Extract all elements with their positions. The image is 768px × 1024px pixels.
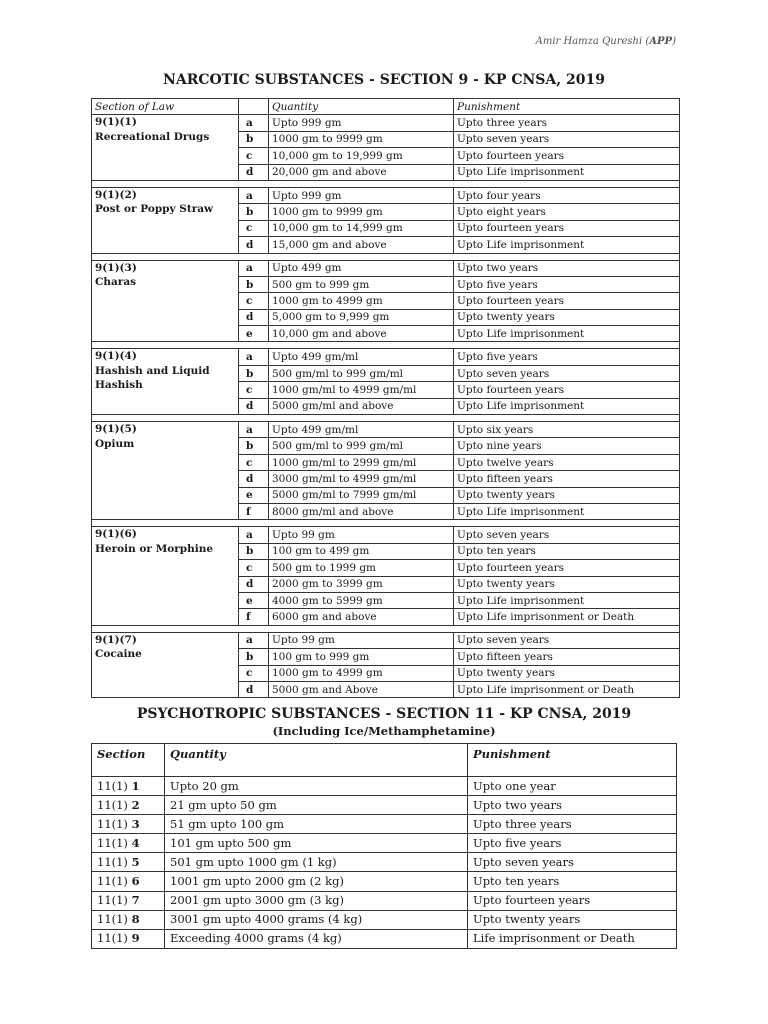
quantity-cell: 5000 gm/ml to 7999 gm/ml bbox=[269, 487, 454, 503]
quantity-cell: 500 gm to 999 gm bbox=[269, 276, 454, 292]
clause-letter: c bbox=[239, 220, 269, 236]
clause-letter: a bbox=[239, 527, 269, 543]
spacer-cell bbox=[92, 625, 680, 632]
clause-letter: a bbox=[239, 260, 269, 276]
substance-name: Heroin or Morphine bbox=[95, 542, 214, 555]
punishment-cell: Upto Life imprisonment bbox=[454, 503, 680, 519]
psychotropic-row bbox=[92, 910, 677, 929]
punishment-cell: Upto fourteen years bbox=[468, 891, 677, 910]
clause-letter: a bbox=[239, 632, 269, 648]
section-prefix: 11(1) bbox=[97, 931, 128, 946]
header-punishment: Punishment bbox=[468, 744, 677, 777]
quantity-cell: 10,000 gm to 14,999 gm bbox=[269, 220, 454, 236]
section-cell bbox=[92, 527, 239, 625]
clause-letter: f bbox=[239, 609, 269, 625]
narcotic-title: NARCOTIC SUBSTANCES - SECTION 9 - KP CNSA, 2019 bbox=[163, 72, 605, 88]
punishment-cell: Upto one year bbox=[468, 777, 677, 796]
quantity-cell: Upto 99 gm bbox=[269, 527, 454, 543]
quantity-cell: 10,000 gm to 19,999 gm bbox=[269, 148, 454, 164]
punishment-cell: Upto Life imprisonment bbox=[454, 398, 680, 414]
quantity-cell: 20,000 gm and above bbox=[269, 164, 454, 180]
narcotic-row bbox=[92, 422, 680, 438]
punishment-cell: Upto nine years bbox=[454, 438, 680, 454]
section-cell bbox=[92, 632, 239, 698]
quantity-cell: 100 gm to 499 gm bbox=[269, 543, 454, 559]
quantity-cell: 1000 gm/ml to 4999 gm/ml bbox=[269, 382, 454, 398]
punishment-cell: Upto seven years bbox=[454, 365, 680, 381]
section-number: 1 bbox=[131, 778, 140, 793]
quantity-cell: 1001 gm upto 2000 gm (2 kg) bbox=[165, 872, 468, 891]
substance-name: Post or Poppy Straw bbox=[95, 203, 214, 216]
narcotic-row bbox=[92, 187, 680, 203]
punishment-cell: Upto seven years bbox=[454, 131, 680, 147]
psychotropic-row bbox=[92, 872, 677, 891]
clause-letter: c bbox=[239, 293, 269, 309]
section-cell bbox=[92, 796, 165, 815]
narcotic-row bbox=[92, 349, 680, 365]
header-section: Section bbox=[92, 744, 165, 777]
clause-letter: f bbox=[239, 503, 269, 519]
header-section-of-law: Section of Law bbox=[92, 99, 239, 115]
clause-letter: c bbox=[239, 454, 269, 470]
quantity-cell: 10,000 gm and above bbox=[269, 326, 454, 342]
narcotic-row bbox=[92, 527, 680, 543]
punishment-cell: Upto three years bbox=[454, 115, 680, 131]
narcotic-row bbox=[92, 260, 680, 276]
punishment-cell: Upto seven years bbox=[454, 527, 680, 543]
clause-letter: e bbox=[239, 326, 269, 342]
quantity-cell: 1000 gm to 9999 gm bbox=[269, 131, 454, 147]
author-name: Amir Hamza Qureshi bbox=[535, 36, 643, 47]
clause-letter: b bbox=[239, 438, 269, 454]
punishment-cell: Upto twenty years bbox=[454, 665, 680, 681]
quantity-cell: 501 gm upto 1000 gm (1 kg) bbox=[165, 853, 468, 872]
clause-letter: e bbox=[239, 592, 269, 608]
psychotropic-header-row bbox=[92, 744, 677, 777]
clause-letter: a bbox=[239, 422, 269, 438]
substance-name: Charas bbox=[95, 276, 137, 289]
punishment-cell: Upto seven years bbox=[468, 853, 677, 872]
section-number: 8 bbox=[131, 912, 140, 927]
quantity-cell: 6000 gm and above bbox=[269, 609, 454, 625]
quantity-cell: Upto 499 gm bbox=[269, 260, 454, 276]
quantity-cell: 5000 gm and Above bbox=[269, 681, 454, 697]
spacer-cell bbox=[92, 415, 680, 422]
clause-letter: b bbox=[239, 543, 269, 559]
section-prefix: 11(1) bbox=[97, 835, 128, 850]
psychotropic-row bbox=[92, 815, 677, 834]
punishment-cell: Upto twenty years bbox=[454, 309, 680, 325]
clause-letter: b bbox=[239, 204, 269, 220]
narcotic-row bbox=[92, 632, 680, 648]
quantity-cell: 15,000 gm and above bbox=[269, 237, 454, 253]
group-spacer bbox=[92, 342, 680, 349]
section-cell bbox=[92, 910, 165, 929]
section-cell bbox=[92, 422, 239, 520]
section-prefix: 11(1) bbox=[97, 816, 128, 831]
punishment-cell: Upto Life imprisonment bbox=[454, 164, 680, 180]
clause-letter: b bbox=[239, 131, 269, 147]
quantity-cell: 1000 gm to 9999 gm bbox=[269, 204, 454, 220]
psychotropic-row bbox=[92, 796, 677, 815]
section-prefix: 11(1) bbox=[97, 797, 128, 812]
substance-name: Cocaine bbox=[95, 648, 142, 661]
section-cell bbox=[92, 815, 165, 834]
punishment-cell: Upto five years bbox=[454, 276, 680, 292]
punishment-cell: Upto fifteen years bbox=[454, 649, 680, 665]
punishment-cell: Upto fourteen years bbox=[454, 560, 680, 576]
punishment-cell: Upto twenty years bbox=[468, 910, 677, 929]
section-cell bbox=[92, 349, 239, 415]
section-cell bbox=[92, 929, 165, 948]
section-prefix: 11(1) bbox=[97, 874, 128, 889]
group-spacer bbox=[92, 253, 680, 260]
spacer-cell bbox=[92, 342, 680, 349]
quantity-cell: 500 gm/ml to 999 gm/ml bbox=[269, 438, 454, 454]
quantity-cell: 500 gm to 1999 gm bbox=[269, 560, 454, 576]
quantity-cell: 3001 gm upto 4000 grams (4 kg) bbox=[165, 910, 468, 929]
punishment-cell: Upto ten years bbox=[468, 872, 677, 891]
punishment-cell: Upto Life imprisonment bbox=[454, 237, 680, 253]
section-number: 6 bbox=[131, 874, 140, 889]
punishment-cell: Upto two years bbox=[454, 260, 680, 276]
section-cell bbox=[92, 872, 165, 891]
clause-letter: a bbox=[239, 349, 269, 365]
clause-letter: d bbox=[239, 398, 269, 414]
quantity-cell: 1000 gm to 4999 gm bbox=[269, 293, 454, 309]
clause-letter: c bbox=[239, 148, 269, 164]
quantity-cell: 8000 gm/ml and above bbox=[269, 503, 454, 519]
section-cell bbox=[92, 187, 239, 253]
quantity-cell: Upto 999 gm bbox=[269, 115, 454, 131]
spacer-cell bbox=[92, 253, 680, 260]
quantity-cell: 21 gm upto 50 gm bbox=[165, 796, 468, 815]
psychotropic-row bbox=[92, 853, 677, 872]
quantity-cell: 51 gm upto 100 gm bbox=[165, 815, 468, 834]
section-number: 9(1)(2) bbox=[95, 188, 137, 201]
quantity-cell: 100 gm to 999 gm bbox=[269, 649, 454, 665]
quantity-cell: Upto 499 gm/ml bbox=[269, 422, 454, 438]
clause-letter: d bbox=[239, 309, 269, 325]
narcotic-table bbox=[91, 98, 680, 698]
quantity-cell: Upto 99 gm bbox=[269, 632, 454, 648]
clause-letter: a bbox=[239, 115, 269, 131]
quantity-cell: 1000 gm/ml to 2999 gm/ml bbox=[269, 454, 454, 470]
clause-letter: e bbox=[239, 487, 269, 503]
quantity-cell: 500 gm/ml to 999 gm/ml bbox=[269, 365, 454, 381]
author-abbr: APP bbox=[649, 36, 673, 47]
quantity-cell: 4000 gm to 5999 gm bbox=[269, 592, 454, 608]
group-spacer bbox=[92, 180, 680, 187]
psychotropic-row bbox=[92, 777, 677, 796]
section-cell bbox=[92, 891, 165, 910]
section-prefix: 11(1) bbox=[97, 912, 128, 927]
punishment-cell: Upto eight years bbox=[454, 204, 680, 220]
punishment-cell: Upto Life imprisonment bbox=[454, 326, 680, 342]
psychotropic-subtitle: (Including Ice/Methamphetamine) bbox=[272, 724, 496, 738]
psychotropic-row bbox=[92, 891, 677, 910]
header-quantity: Quantity bbox=[269, 99, 454, 115]
punishment-cell: Upto ten years bbox=[454, 543, 680, 559]
psychotropic-row bbox=[92, 929, 677, 948]
section-number: 9 bbox=[131, 931, 140, 946]
narcotic-header-row bbox=[92, 99, 680, 115]
punishment-cell: Upto fifteen years bbox=[454, 471, 680, 487]
psychotropic-title: PSYCHOTROPIC SUBSTANCES - SECTION 11 - KP CNSA, 2019 bbox=[136, 706, 632, 722]
clause-letter: c bbox=[239, 665, 269, 681]
punishment-cell: Upto Life imprisonment or Death bbox=[454, 681, 680, 697]
punishment-cell: Upto fourteen years bbox=[454, 293, 680, 309]
punishment-cell: Upto fourteen years bbox=[454, 148, 680, 164]
section-cell bbox=[92, 260, 239, 342]
quantity-cell: Upto 999 gm bbox=[269, 187, 454, 203]
group-spacer bbox=[92, 520, 680, 527]
section-prefix: 11(1) bbox=[97, 854, 128, 869]
section-prefix: 11(1) bbox=[97, 778, 128, 793]
header-letter bbox=[239, 99, 269, 115]
punishment-cell: Upto twenty years bbox=[454, 576, 680, 592]
section-number: 9(1)(1) bbox=[95, 116, 137, 129]
punishment-cell: Upto five years bbox=[454, 349, 680, 365]
section-number: 9(1)(3) bbox=[95, 261, 137, 274]
punishment-cell: Upto two years bbox=[468, 796, 677, 815]
section-number: 4 bbox=[131, 835, 140, 850]
clause-letter: d bbox=[239, 471, 269, 487]
clause-letter: c bbox=[239, 382, 269, 398]
section-number: 7 bbox=[131, 893, 140, 908]
substance-name: Hashish and Liquid Hashish bbox=[95, 364, 210, 392]
section-cell bbox=[92, 853, 165, 872]
punishment-cell: Upto twelve years bbox=[454, 454, 680, 470]
substance-name: Recreational Drugs bbox=[95, 130, 210, 143]
punishment-cell: Upto Life imprisonment bbox=[454, 592, 680, 608]
header-quantity: Quantity bbox=[165, 744, 468, 777]
punishment-cell: Upto six years bbox=[454, 422, 680, 438]
substance-name: Opium bbox=[95, 437, 135, 450]
quantity-cell: Upto 20 gm bbox=[165, 777, 468, 796]
section-number: 2 bbox=[131, 797, 140, 812]
section-cell bbox=[92, 834, 165, 853]
clause-letter: d bbox=[239, 681, 269, 697]
punishment-cell: Upto Life imprisonment or Death bbox=[454, 609, 680, 625]
quantity-cell: 5,000 gm to 9,999 gm bbox=[269, 309, 454, 325]
narcotic-row bbox=[92, 115, 680, 131]
section-number: 9(1)(7) bbox=[95, 633, 137, 646]
author-credit: Amir Hamza Qureshi (APP) bbox=[535, 36, 676, 47]
clause-letter: a bbox=[239, 187, 269, 203]
punishment-cell: Upto three years bbox=[468, 815, 677, 834]
clause-letter: b bbox=[239, 365, 269, 381]
clause-letter: d bbox=[239, 164, 269, 180]
quantity-cell: 2001 gm upto 3000 gm (3 kg) bbox=[165, 891, 468, 910]
punishment-cell: Upto twenty years bbox=[454, 487, 680, 503]
header-punishment: Punishment bbox=[454, 99, 680, 115]
quantity-cell: 3000 gm/ml to 4999 gm/ml bbox=[269, 471, 454, 487]
group-spacer bbox=[92, 625, 680, 632]
spacer-cell bbox=[92, 520, 680, 527]
psychotropic-row bbox=[92, 834, 677, 853]
quantity-cell: Upto 499 gm/ml bbox=[269, 349, 454, 365]
section-number: 9(1)(6) bbox=[95, 528, 137, 541]
clause-letter: b bbox=[239, 649, 269, 665]
section-prefix: 11(1) bbox=[97, 893, 128, 908]
section-cell bbox=[92, 115, 239, 181]
quantity-cell: 2000 gm to 3999 gm bbox=[269, 576, 454, 592]
section-number: 5 bbox=[131, 854, 140, 869]
section-number: 9(1)(5) bbox=[95, 423, 137, 436]
section-number: 3 bbox=[131, 816, 140, 831]
clause-letter: b bbox=[239, 276, 269, 292]
quantity-cell: Exceeding 4000 grams (4 kg) bbox=[165, 929, 468, 948]
clause-letter: c bbox=[239, 560, 269, 576]
section-cell bbox=[92, 777, 165, 796]
punishment-cell: Upto fourteen years bbox=[454, 382, 680, 398]
punishment-cell: Upto five years bbox=[468, 834, 677, 853]
psychotropic-table bbox=[91, 743, 677, 949]
punishment-cell: Upto four years bbox=[454, 187, 680, 203]
punishment-cell: Upto fourteen years bbox=[454, 220, 680, 236]
punishment-cell: Life imprisonment or Death bbox=[468, 929, 677, 948]
group-spacer bbox=[92, 415, 680, 422]
section-number: 9(1)(4) bbox=[95, 350, 137, 363]
clause-letter: d bbox=[239, 576, 269, 592]
quantity-cell: 5000 gm/ml and above bbox=[269, 398, 454, 414]
clause-letter: d bbox=[239, 237, 269, 253]
quantity-cell: 101 gm upto 500 gm bbox=[165, 834, 468, 853]
spacer-cell bbox=[92, 180, 680, 187]
punishment-cell: Upto seven years bbox=[454, 632, 680, 648]
quantity-cell: 1000 gm to 4999 gm bbox=[269, 665, 454, 681]
